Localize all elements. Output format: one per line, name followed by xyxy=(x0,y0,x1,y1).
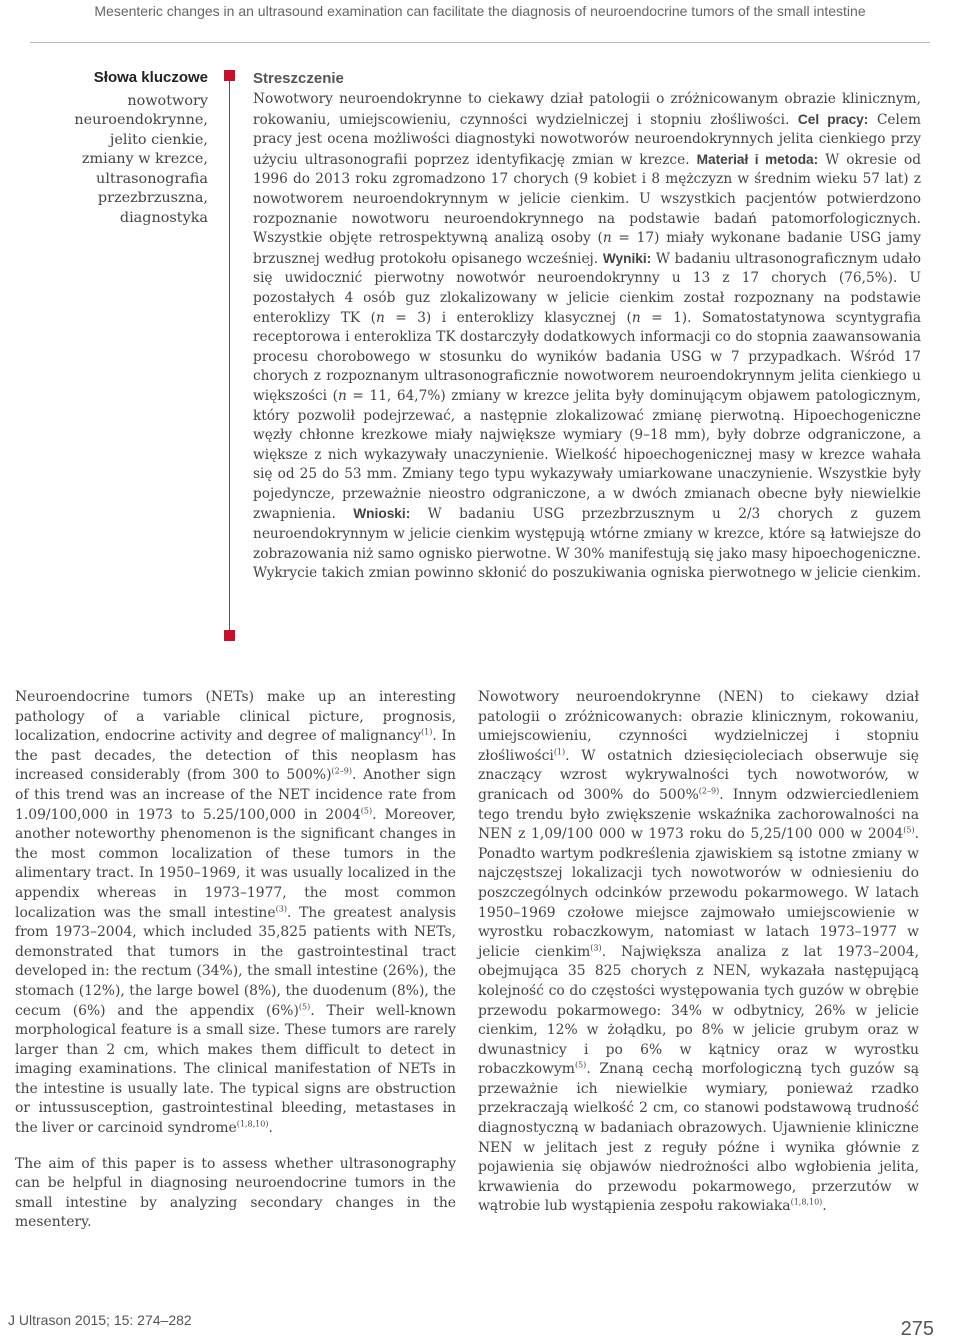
red-marker-bottom xyxy=(224,630,235,641)
aim-text: Celem pracy jest ocena możliwości diagnostyki nowotworów neuroendokrynnych jelita cienkiego przy użyciu ultrasonografii poprzez identyfikację zmian w krezce. xyxy=(253,111,921,168)
citation-ref: (5) xyxy=(574,1060,587,1070)
keyword-line: przezbrzuszna, xyxy=(97,190,208,206)
keyword-line: ultrasonografia xyxy=(96,170,208,187)
n-symbol: n xyxy=(375,309,385,326)
running-header xyxy=(0,0,960,44)
keywords-panel xyxy=(40,68,208,228)
running-title: Mesenteric changes in an ultrasound examination can facilitate the diagnosis of neuroendocrine tumors of the small intestine xyxy=(94,3,866,19)
text-run: Nowotwory neuroendokrynne (NEN) to ciekawy dział patologii o zróżnicowanych: obrazie klinicznym, rokowaniu, umiejscowieniu, czynności wydzielniczej i stopniu złośliwości xyxy=(478,689,919,764)
n-symbol: n xyxy=(631,309,641,326)
citation-ref: (5) xyxy=(903,825,915,835)
citation-ref: (5) xyxy=(360,805,373,815)
keyword-line: nowotwory xyxy=(127,92,208,109)
citation-ref: (3) xyxy=(590,943,602,953)
citation-ref: (2–9) xyxy=(331,766,352,776)
n-symbol: n xyxy=(602,230,612,247)
citation-ref: (3) xyxy=(275,903,287,913)
keyword-line: diagnostyka xyxy=(119,209,208,226)
journal-citation: J Ultrason 2015; 15: 274–282 xyxy=(8,1312,192,1328)
text-run: . Another sign of this trend was an increase of the NET incidence rate from 1.09/100,000 in 1973 to 5.25/100,000 in 2004 xyxy=(15,767,456,823)
polish-paragraph-1 xyxy=(478,688,919,1217)
red-marker-top xyxy=(224,70,235,81)
text-run: . In the past decades, the detection of this neoplasm has increased considerably (from 300 to 500%) xyxy=(15,728,457,784)
keyword-line: neuroendokrynne, xyxy=(74,112,208,128)
conclusions-text: W badaniu USG przezbrzusznym u 2/3 chorych z guzem neuroendokrynnym w jelicie cienkim występują wtórne zmiany w krezce, które są łatwiejsze do zobrazowania niż samo ognisko pierwotne. W 30% manifestują się jako masy hipoechogeniczne. Wykrycie takich zmian powinno skłonić do poszukiwania ogniska pierwotnego w jelicie cienkim. xyxy=(253,506,921,582)
abstract-intro: Nowotwory neuroendokrynne to ciekawy dział patologii o zróżnicowanym obrazie klinicznym, rokowaniu, umiejscowieniu, czynności wydzielniczej i stopniu złośliwości. xyxy=(253,91,921,128)
text-run: . Największa analiza z lat 1973–2004, obejmująca 35 825 chorych z NEN, wykazała następującą kolejność co do częstości występowania tych guzów w obrębie przewodu pokarmowego: 34% w odbytnicy, 26% w jelicie cienkim, 12% w żołądku, po 8% w jelicie grubym oraz w dwunastnicy i po 6% w kątnicy oraz w wyrostku robaczkowym xyxy=(478,943,919,1078)
results-text: = 1). Somatostatynowa scyntygrafia receptorowa i enterokliza TK dostarczyły dodatkowych informacji co do stopnia zaawansowania procesu chorobowego w stosunku do wyników badania USG w 7 przypadkach. Wśród 17 chorych z rozpoznanym ultrasonograficznie nowotworem neuroendokrynnym jelita cienkiego u większości ( xyxy=(253,309,921,404)
methods-label: Materiał i metoda: xyxy=(696,151,819,167)
abstract-body xyxy=(253,90,921,584)
keyword-line: jelito cienkie, xyxy=(109,131,208,148)
text-run: . xyxy=(822,1198,827,1215)
text-run: . xyxy=(268,1120,273,1137)
n-symbol: n xyxy=(337,387,347,404)
text-run: . Moreover, another noteworthy phenomenon is the significant changes in the most common localization of these tumors in the alimentary tract. In 1950–1969, it was usually localized in the appendix whereas in 1973–1977, the most common localization was the small intestine xyxy=(15,806,456,921)
header-divider xyxy=(30,42,930,43)
text-run: Neuroendocrine tumors (NETs) make up an interesting pathology of a variable clinical picture, prognosis, localization, endocrine activity and degree of malignancy xyxy=(15,689,456,745)
abstract-title: Streszczenie xyxy=(253,70,344,87)
english-column xyxy=(15,688,456,1249)
text-run: . Innym odzwierciedleniem tego trendu było zwiększenie wskaźnika zachorowalności na NEN z 1,09/100 000 w 1973 roku do 5,25/100 000 w 2004 xyxy=(478,786,919,843)
aim-label: Cel pracy: xyxy=(797,111,869,127)
text-run: . The greatest analysis from 1973–2004, which included 35,825 patients with NETs, demonstrated that tumors in the gastrointestinal tract developed in: the rectum (34%), the small intestine (26%), the stomach (12%), the large bowel (8%), the duodenum (8%), the cecum (6%) and the appendix (6%) xyxy=(15,904,457,1019)
polish-column xyxy=(478,688,919,1233)
abstract-section xyxy=(253,68,921,584)
results-text: = 11, 64,7%) zmiany w krezce jelita były dominującym objawem patologicznym, który pozwolił podejrzewać, a następnie zlokalizować zmianę pierwotną. Hipoechogeniczne węzły chłonne krezkowe miały największe wymiary (9–18 mm), były dobrze odgraniczone, a większe z nich wykazywały unaczynienie. Wielkość hipoechogenicznej masy w krezce wahała się od 25 do 53 mm. Zmiany tego typu wykazywały umiarkowane unaczynienie. Wszystkie były pojedyncze, przeważnie nieostro odgraniczone, a w dwóch zmianach obecne były niewielkie zwapnienia. xyxy=(253,387,921,523)
citation-ref: (1,8,10) xyxy=(790,1197,823,1207)
english-paragraph-1 xyxy=(15,688,456,1139)
citation-ref: (1) xyxy=(553,747,566,757)
text-run: . Znaną cechą morfologiczną tych guzów są przeważnie ich niewielkie wymiary, ponieważ rzadko przekraczają wielkość 2 cm, co stanowi podstawową trudność diagnostyczną w badaniach obrazowych. Ujawnienie kliniczne NEN w jelitach jest z reguły późne i wynika głównie z pojawienia się objawów niedrożności albo wgłobienia jelita, krwawienia do przewodu pokarmowego, przerzutów w wątrobie lub wystąpienia zespołu rakowiaka xyxy=(478,1061,919,1215)
citation-ref: (2–9) xyxy=(698,786,720,796)
results-text: W badaniu ultrasonograficznym udało się uwidocznić pierwotny nowotwór neuroendokrynny u 13 z 17 chorych (76,5%). U pozostałych 4 osób guz zlokalizowany w jelicie cienkim został rozpoznany na podstawie enteroklizy TK ( xyxy=(253,250,921,326)
citation-ref: (1,8,10) xyxy=(236,1119,269,1129)
citation-ref: (1) xyxy=(421,727,433,737)
citation-ref: (5) xyxy=(298,1001,311,1011)
keywords-title: Słowa kluczowe xyxy=(93,69,208,86)
text-run: . W ostatnich dziesięcioleciach obserwuje się znaczący wzrost wykrywalności tych nowotworów, w granicach od 300% do 500% xyxy=(478,747,919,803)
conclusions-label: Wnioski: xyxy=(353,506,411,522)
methods-text: W okresie od 1996 do 2013 roku zgromadzono 17 chorych (9 kobiet i 8 mężczyzn w średnim wieku 57 lat) z nowotworem neuroendokrynnym w jelicie cienkim. U wszystkich pacjentów potwierdzono rozpoznanie nowotworu neuroendokrynnego na podstawie badań patomorfologicznych. Wszystkie objęte retrospektywną analizą osoby ( xyxy=(253,151,921,247)
text-run: . Ponadto wartym podkreślenia zjawiskiem są istotne zmiany w najczęstszej lokalizacji tych nowotworów w odniesieniu do poszczególnych odcinków przewodu pokarmowego. W latach 1950–1969 czołowe miejsce zajmowało umiejscowienie w wyrostku robaczkowym, natomiast w latach 1973–1977 w jelicie cienkim xyxy=(478,826,919,960)
keyword-line: zmiany w krezce, xyxy=(81,151,208,167)
methods-text: = 17) miały wykonane badanie USG jamy brzusznej według protokołu opisanego wcześniej. xyxy=(253,230,922,267)
english-paragraph-2: The aim of this paper is to assess whether ultrasonography can be helpful in diagnosing neuroendocrine tumors in the small intestine by analyzing secondary changes in the mesentery. xyxy=(15,1155,456,1231)
results-label: Wyniki: xyxy=(602,250,652,266)
results-text: = 3) i enteroklizy klasycznej ( xyxy=(384,309,632,326)
page-number: 275 xyxy=(900,1318,934,1340)
text-run: . Their well-known morphological feature is a small size. These tumors are rarely larger than 2 cm, which makes them difficult to detect in imaging examinations. The clinical manifestation of NETs in the intestine is usually late. The typical signs are obstruction or intussusception, gastrointestinal bleeding, metastases in the liver or carcinoid syndrome xyxy=(15,1002,457,1137)
vertical-divider xyxy=(229,75,230,638)
